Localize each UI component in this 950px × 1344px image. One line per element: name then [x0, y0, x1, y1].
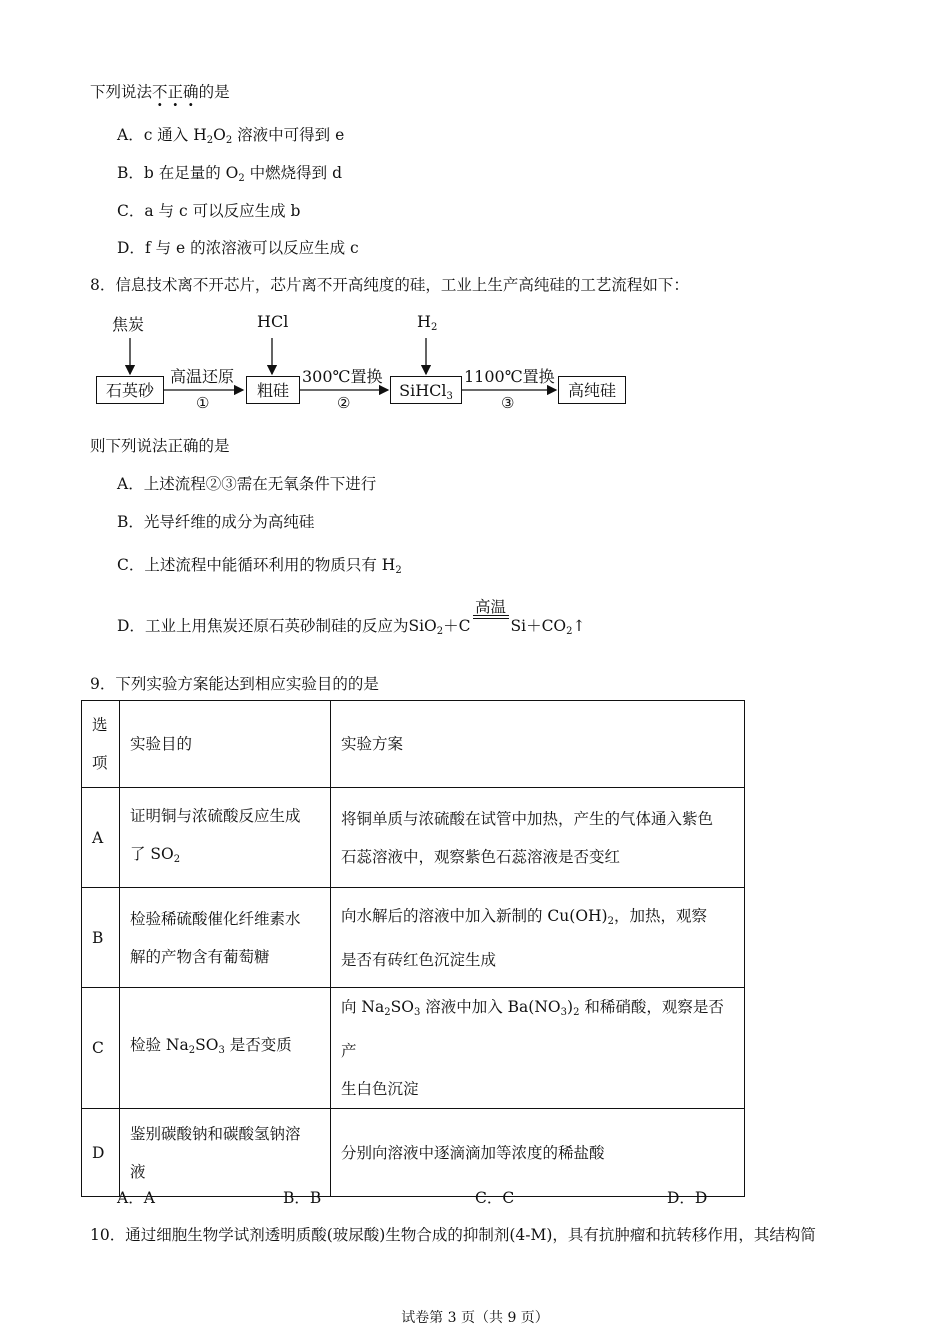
q9-answer-a: A．A: [117, 1189, 155, 1207]
row-purpose: 鉴别碳酸钠和碳酸氢钠溶 液: [120, 1109, 331, 1197]
option-a: A．c 通入 $H_2O_2$ 溶液中可得到 e: [117, 126, 345, 146]
arrow-label-1: 高温还原: [170, 367, 235, 386]
experiment-table: [81, 700, 745, 1197]
box-high-purity-silicon: 高纯硅: [558, 376, 626, 404]
table-header-row: [82, 701, 745, 788]
process-flow-diagram: [90, 308, 650, 420]
q8-option-a: A．上述流程②③需在无氧条件下进行: [117, 475, 377, 493]
table-row: [82, 1109, 745, 1197]
q9-answer-b: B．B: [283, 1189, 322, 1207]
box-crude-silicon: 粗硅: [246, 376, 300, 404]
row-option: C: [82, 988, 120, 1109]
row-plan: 分别向溶液中逐滴滴加等浓度的稀盐酸: [331, 1109, 745, 1197]
q9-answer-c: C．C: [475, 1189, 515, 1207]
table-row: [82, 888, 745, 988]
q8-option-b: B．光导纤维的成分为高纯硅: [117, 513, 315, 531]
question-stem: 下列说法不正确的是: [90, 83, 230, 101]
option-b: B．b 在足量的 $O_2$ 中燃烧得到 d: [117, 164, 343, 184]
option-c: C．a 与 c 可以反应生成 b: [117, 202, 301, 220]
option-d: D．f 与 e 的浓溶液可以反应生成 c: [117, 239, 359, 257]
row-option: B: [82, 888, 120, 988]
header-plan: 实验方案: [331, 701, 745, 788]
question-10-stem: 10．通过细胞生物学试剂透明质酸(玻尿酸)生物合成的抑制剂(4-M)，具有抗肿瘤和抗转移作用，其结构简: [90, 1226, 816, 1244]
step-2: ②: [337, 394, 351, 412]
row-purpose: 检验稀硫酸催化纤维素水 解的产物含有葡萄糖: [120, 888, 331, 988]
row-option: D: [82, 1109, 120, 1197]
arrow-label-2: 300℃置换: [302, 367, 383, 386]
table-row: [82, 988, 745, 1109]
row-plan: 将铜单质与浓硫酸在试管中加热，产生的气体通入紫色 石蕊溶液中，观察紫色石蕊溶液是否变红: [331, 788, 745, 888]
row-purpose: 检验 $Na_2SO_3$ 是否变质: [120, 988, 331, 1109]
page-footer: 试卷第 3 页（共 9 页）: [401, 1310, 549, 1326]
row-purpose: 证明铜与浓硫酸反应生成 了 $SO_2$: [120, 788, 331, 888]
row-option: A: [82, 788, 120, 888]
question-9-stem: 9．下列实验方案能达到相应实验目的的是: [90, 675, 379, 693]
input-h2: $H_2$: [417, 312, 438, 333]
question-8-prompt: 则下列说法正确的是: [90, 437, 230, 455]
q8-option-c: C．上述流程中能循环利用的物质只有 $H_2$: [117, 556, 402, 576]
row-plan: 向水解后的溶液中加入新制的 $Cu(OH)_2$，加热，观察 是否有砖红色沉淀生成: [331, 888, 745, 988]
q9-answer-d: D．D: [667, 1189, 708, 1207]
input-hcl: HCl: [257, 312, 289, 331]
reaction-condition: 高温: [471, 617, 511, 635]
q8-option-d: D．工业上用焦炭还原石英砂制硅的反应为SiO$_2$＋C 高温 $Si+CO_2↑$: [117, 598, 586, 637]
header-option: 选 项: [82, 701, 120, 788]
box-quartz-sand: 石英砂: [96, 376, 164, 404]
table-row: [82, 788, 745, 888]
header-purpose: 实验目的: [120, 701, 331, 788]
arrow-label-3: 1100℃置换: [464, 367, 555, 386]
input-coke: 焦炭: [112, 315, 145, 334]
step-1: ①: [196, 394, 210, 412]
row-plan: 向 $Na_2SO_3$ 溶液中加入 $Ba(NO_3)_2$ 和稀硝酸，观察是否产 生白色沉淀: [331, 988, 745, 1109]
box-sihcl3: SiHCl$_3$: [390, 376, 462, 404]
question-8-stem: 8．信息技术离不开芯片，芯片离不开高纯度的硅，工业上生产高纯硅的工艺流程如下：: [90, 276, 689, 294]
step-3: ③: [501, 394, 515, 412]
